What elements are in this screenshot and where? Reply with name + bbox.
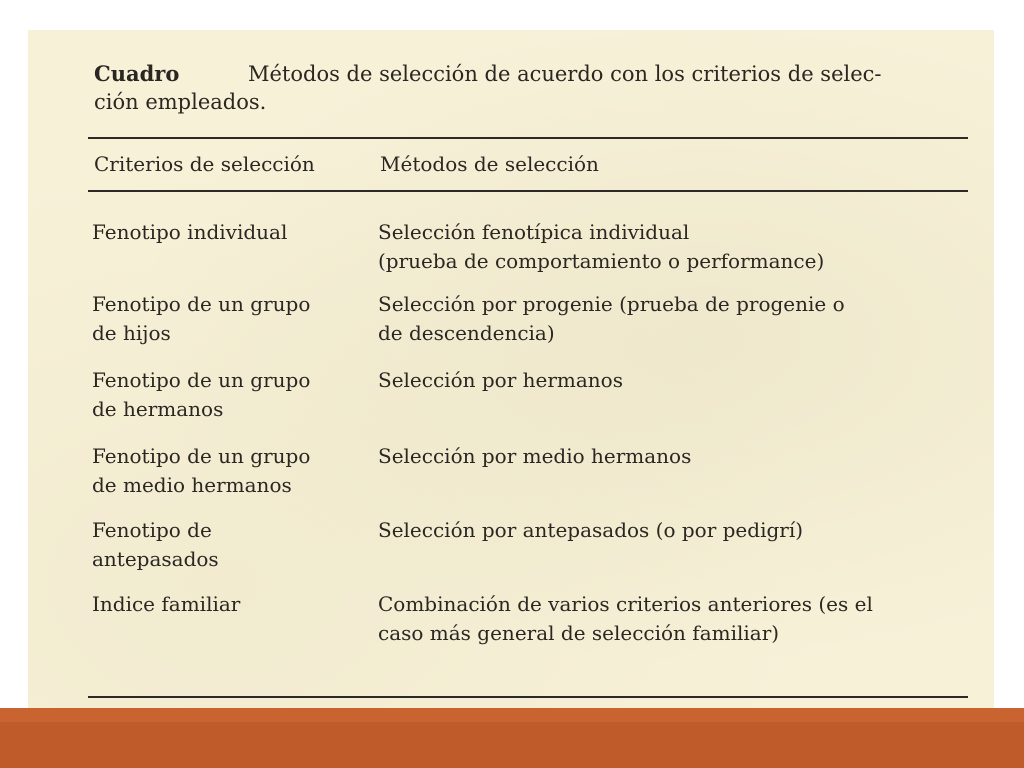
metodo-cell <box>378 218 968 276</box>
metodo-line: Selección por progenie (prueba de progenie o <box>378 292 845 316</box>
criterio-line: de hijos <box>92 321 171 345</box>
metodo-cell <box>378 442 968 471</box>
metodo-line: Selección por antepasados (o por pedigrí) <box>378 518 804 542</box>
metodo-line: Selección por hermanos <box>378 368 623 392</box>
header-metodos: Métodos de selección <box>380 152 599 176</box>
criterio-cell <box>92 516 362 574</box>
accent-bar-top <box>0 708 1024 722</box>
criterio-line: de medio hermanos <box>92 473 292 497</box>
criterio-line: Fenotipo de <box>92 518 212 542</box>
criterio-line: Indice familiar <box>92 592 241 616</box>
criterio-cell <box>92 590 362 619</box>
criterio-cell <box>92 218 362 247</box>
criterio-line: Fenotipo de un grupo <box>92 368 311 392</box>
top-rule <box>88 137 968 139</box>
metodo-line: Selección por medio hermanos <box>378 444 692 468</box>
metodo-line: de descendencia) <box>378 321 555 345</box>
metodo-cell <box>378 590 968 648</box>
metodo-line: (prueba de comportamiento o performance) <box>378 249 825 273</box>
table-page <box>88 60 968 645</box>
metodo-cell <box>378 366 968 395</box>
table-caption <box>88 60 968 120</box>
scanned-table-image <box>28 30 994 722</box>
header-criterios: Criterios de selección <box>94 152 315 176</box>
caption-label: Cuadro <box>94 61 180 86</box>
accent-bar <box>0 722 1024 768</box>
metodo-cell <box>378 516 968 545</box>
criterio-line: antepasados <box>92 547 219 571</box>
criterio-cell <box>92 290 362 348</box>
metodo-cell <box>378 290 968 348</box>
bottom-rule <box>88 696 968 698</box>
metodo-line: caso más general de selección familiar) <box>378 621 780 645</box>
criterio-line: Fenotipo de un grupo <box>92 292 311 316</box>
criterio-line: de hermanos <box>92 397 224 421</box>
caption-title-line-1: Métodos de selección de acuerdo con los criterios de selec- <box>248 62 882 86</box>
metodo-line: Combinación de varios criterios anteriores (es el <box>378 592 873 616</box>
criterio-line: Fenotipo individual <box>92 220 288 244</box>
caption-title-line-2: ción empleados. <box>94 90 267 114</box>
header-rule <box>88 190 968 192</box>
criterio-cell <box>92 442 362 500</box>
criterio-line: Fenotipo de un grupo <box>92 444 311 468</box>
metodo-line: Selección fenotípica individual <box>378 220 690 244</box>
criterio-cell <box>92 366 362 424</box>
